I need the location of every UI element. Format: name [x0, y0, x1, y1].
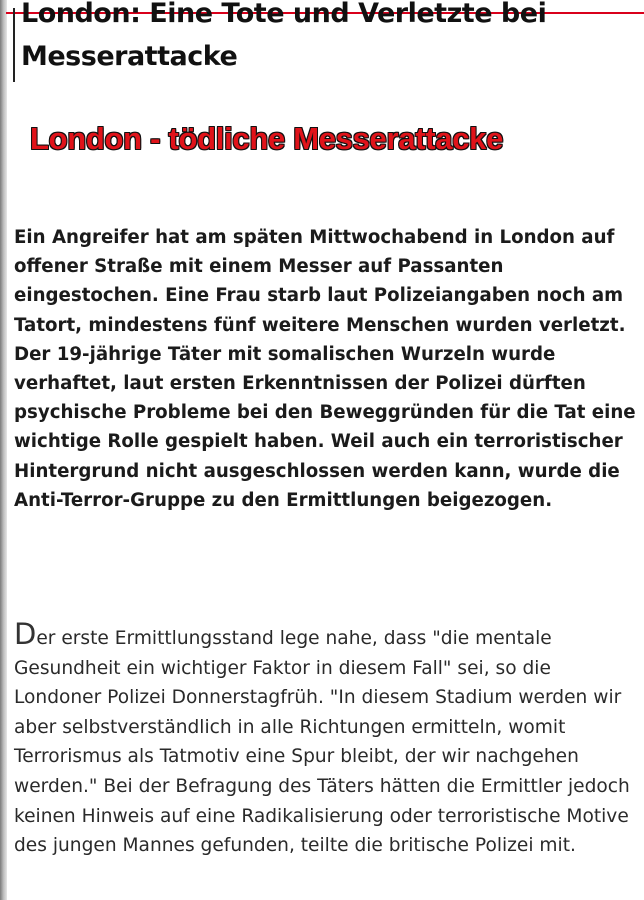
headline-marker [13, 8, 15, 82]
article-headline: London: Eine Tote und Verletzte bei Messerattacke [21, 0, 547, 72]
body-paragraph-text: er erste Ermittlungsstand lege nahe, dass "die mentale Gesundheit ein wichtiger Faktor in diesem Fall" sei, so die Londoner Polizei Donnerstagfrüh. "In diesem Stadium werden wir aber selbstverständlich in alle Richtungen ermitteln, womit Terrorismus als Tatmotiv eine Spur bleibt, der wir nachgehen werden." Bei der Befragung des Täters hätten die Ermittler jedoch keinen Hinweis auf eine Radikalisierung oder terroristische Motive des jungen Mannes gefunden, teilte die britische Polizei mit. [14, 628, 630, 857]
window-edge [0, 0, 7, 900]
image-title-text: London - tödliche Messerattacke [30, 121, 504, 156]
article-body-paragraph [14, 617, 644, 861]
drop-initial: D [14, 617, 37, 651]
article-lead: Ein Angreifer hat am späten Mittwochabend in London auf offener Straße mit einem Messer auf Passanten eingestochen. Eine Frau starb laut Polizeiangaben noch am Tatort, mindestens fünf weitere Menschen wurden verletzt. Der 19-jährige Täter mit somalischen Wurzeln wurde verhaftet, laut ersten Erkenntnissen der Polizei dürften psychische Probleme bei den Beweggründen für die Tat eine wichtige Rolle gespielt haben. Weil auch ein terroristischer Hintergrund nicht ausgeschlossen werden kann, wurde die Anti-Terror-Gruppe zu den Ermittlungen beigezogen. [14, 227, 636, 511]
